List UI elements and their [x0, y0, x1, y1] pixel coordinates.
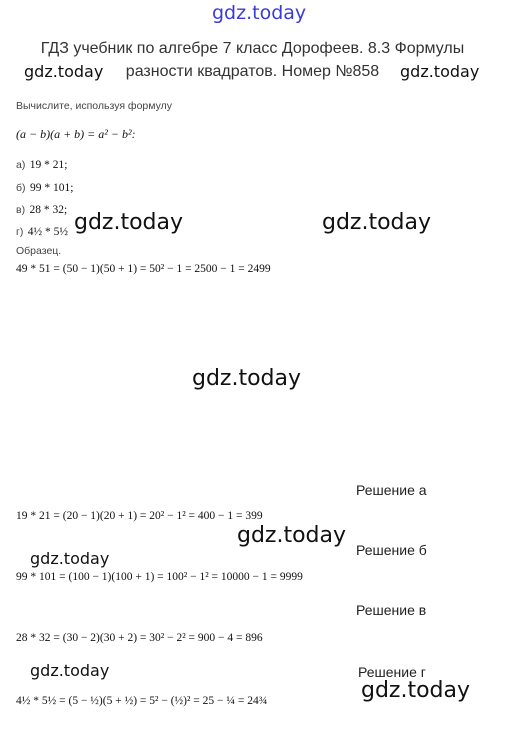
task-item-a — [16, 155, 68, 173]
solution-d-heading: Решение г — [358, 664, 426, 680]
solution-b-expression: 99 * 101 = (100 − 1)(100 + 1) = 100² − 1² = 10000 − 1 = 9999 — [16, 571, 303, 583]
solution-c-expression: 28 * 32 = (30 − 2)(30 + 2) = 30² − 2² = 900 − 4 = 896 — [16, 632, 263, 644]
task-item-d — [16, 222, 68, 240]
solution-b-heading: Решение б — [356, 542, 427, 558]
watermark: gdz.today — [192, 366, 302, 391]
watermark: gdz.today — [24, 62, 104, 81]
solution-d-expression: 4½ * 5½ = (5 − ½)(5 + ½) = 5² − (½)² = 25 − ¼ = 24¾ — [16, 695, 268, 707]
item-expr: 99 * 101; — [29, 182, 74, 194]
watermark: gdz.today — [361, 678, 471, 703]
task-instruction: Вычислите, используя формулу — [16, 100, 172, 112]
watermark-top: gdz.today — [212, 2, 307, 24]
solution-a-heading: Решение а — [356, 482, 427, 498]
item-label: б) — [16, 182, 26, 194]
watermark: gdz.today — [322, 210, 432, 235]
sample-expression: 49 * 51 = (50 − 1)(50 + 1) = 50² − 1 = 2500 − 1 = 2499 — [16, 263, 271, 275]
page-title-line2: разности квадратов. Номер №858 — [125, 63, 380, 80]
item-label: г) — [16, 226, 24, 238]
watermark: gdz.today — [74, 210, 184, 235]
item-label: в) — [16, 204, 26, 216]
item-expr: 28 * 32; — [29, 204, 68, 216]
task-item-b — [16, 178, 73, 196]
item-label: а) — [16, 159, 26, 171]
watermark: gdz.today — [30, 661, 110, 680]
watermark: gdz.today — [400, 62, 480, 81]
page-title-line1: ГДЗ учебник по алгебре 7 класс Дорофеев. 8.3 Формулы — [40, 40, 465, 57]
item-expr: 19 * 21; — [29, 159, 68, 171]
solution-a-expression: 19 * 21 = (20 − 1)(20 + 1) = 20² − 1² = 400 − 1 = 399 — [16, 510, 263, 522]
watermark: gdz.today — [237, 523, 347, 548]
sample-label: Образец. — [16, 245, 62, 257]
item-expr: 4½ * 5½ — [27, 226, 69, 238]
task-item-c — [16, 200, 67, 218]
watermark: gdz.today — [30, 549, 110, 568]
task-formula: (a − b)(a + b) = a² − b²: — [16, 127, 136, 141]
solution-c-heading: Решение в — [356, 602, 427, 618]
